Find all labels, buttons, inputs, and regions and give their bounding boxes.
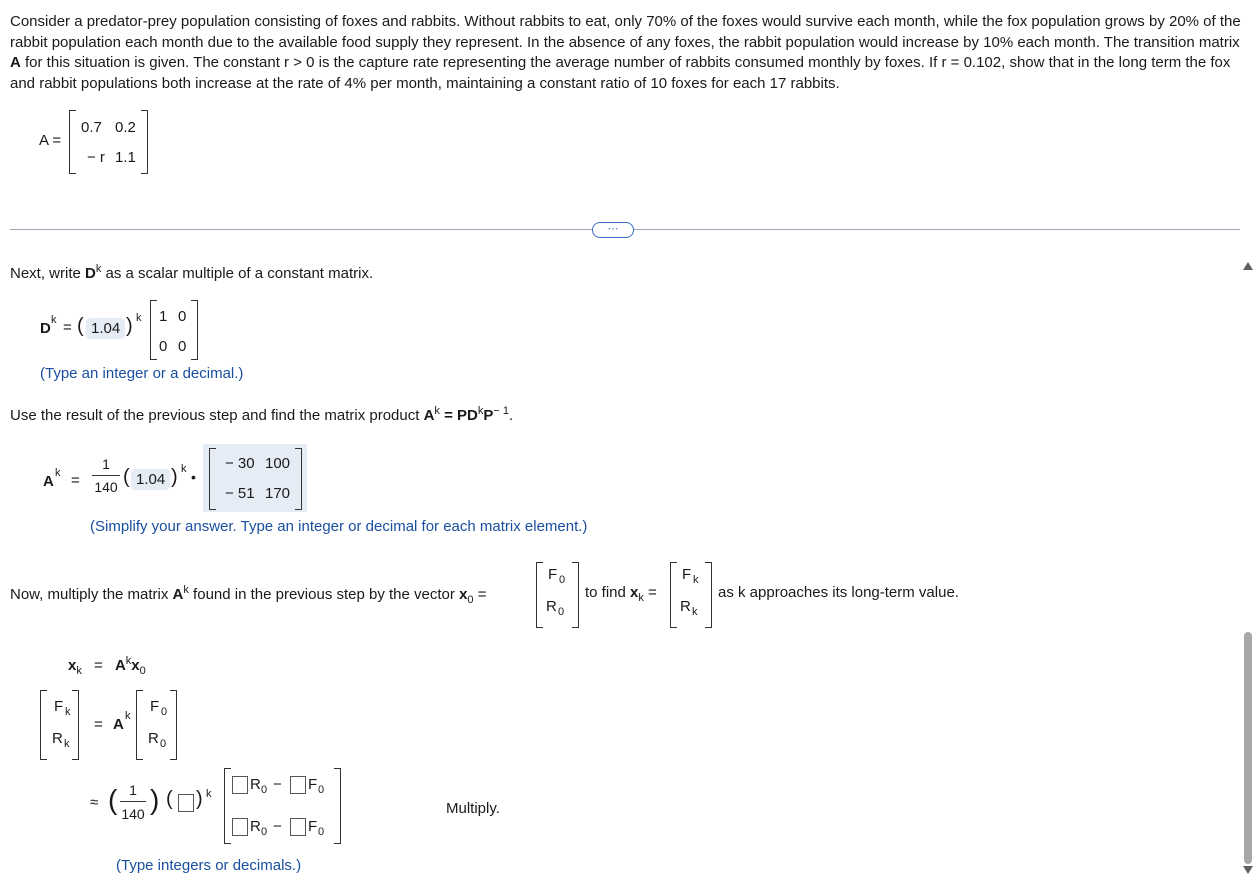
show-more-button[interactable]: ⋯ xyxy=(592,222,634,238)
step3-line3: ≈ ( 1 140 ) ( ) k R 0 − F 0 R 0 − F 0 xyxy=(90,766,360,846)
step1-hint: (Type an integer or a decimal.) xyxy=(40,365,244,382)
problem-statement: Consider a predator-prey population consisting of foxes and rabbits. Without rabbits to eat, only 70% of the foxes would survive each month, while the fox population grows by 20% of the rabbit population each month due to the available food supply they represent. In the absence of any foxes, the rabbit population would increase by 10% each month. The transition matrix A for this situation is given. The constant r > 0 is the capture rate representing the average number of rabbits consumed monthly by foxes. If r = 0.102, show that in the long term the fox and rabbit populations both increase at the rate of 4% per month, maintaining a constant ratio of 10 foxes for each 17 rabbits. xyxy=(10,13,1241,92)
step3-hint: (Type integers or decimals.) xyxy=(116,857,302,874)
step3-line2: F k R k = A k F 0 R 0 xyxy=(40,690,200,762)
matrix-a: A = 0.7 0.2 − r 1.1 xyxy=(39,110,159,180)
ak-matrix-answer[interactable]: − 30 100 − 51 170 xyxy=(203,444,307,512)
multiply-label: Multiply. xyxy=(446,800,500,817)
scroll-down-icon[interactable] xyxy=(1243,866,1253,874)
r0-coef-input-1[interactable] xyxy=(232,776,248,794)
step2-hint: (Simplify your answer. Type an integer or decimal for each matrix element.) xyxy=(90,518,588,535)
step3-intro: Now, multiply the matrix $A^k$ found in the previous step by the vector $x_0$ = F 0 R 0 to find $x_k$ = F k R k as k approaches its long-term value. xyxy=(10,560,1010,640)
ak-scalar-answer[interactable]: 1.04 xyxy=(131,469,170,490)
scroll-up-icon[interactable] xyxy=(1243,262,1253,270)
r0-coef-input-2[interactable] xyxy=(232,818,248,836)
step1-equation: D k = ( 1.04 ) k 1 0 0 0 xyxy=(40,300,220,362)
scrollbar-thumb[interactable] xyxy=(1244,632,1252,864)
f0-coef-input-2[interactable] xyxy=(290,818,306,836)
step3-line1: $x_k = A^kx_0$ xyxy=(68,655,146,677)
f0-coef-input-1[interactable] xyxy=(290,776,306,794)
step2-intro: Use the result of the previous step and find the matrix product $A^k = PD^kP^{- 1}$. xyxy=(10,405,514,424)
step2-equation: A k = 1 140 ( 1.04 ) k • − 30 100 − 51 170 xyxy=(43,444,323,514)
dk-scalar-answer[interactable]: 1.04 xyxy=(86,318,125,339)
step1-intro: Next, write $D^k$ as a scalar multiple of a constant matrix. xyxy=(10,263,374,282)
scalar-input[interactable] xyxy=(178,794,194,812)
